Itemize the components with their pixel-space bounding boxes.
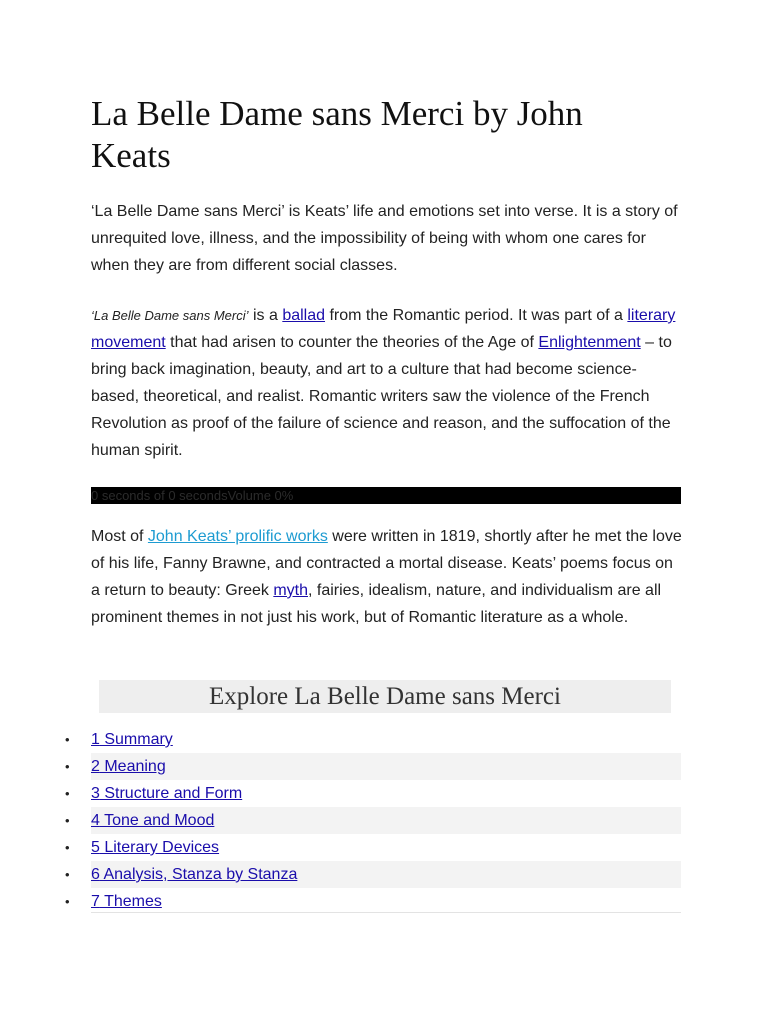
toc-item-tone-and-mood[interactable] xyxy=(65,807,681,834)
ballad-link[interactable]: ballad xyxy=(282,307,326,324)
toc-label: Literary Devices xyxy=(99,839,220,856)
toc-link-tone-and-mood[interactable] xyxy=(91,812,214,829)
text-fragment: – to bring back imagination, beauty, and art to a culture that had become science-based, theoretical, and realist. Romantic writers saw the violence of the French Revolution as proof of the failure of science and reason, and the suffocation of the human spirit. xyxy=(91,334,672,459)
toc-label: Structure and Form xyxy=(99,785,243,802)
toc-label: Summary xyxy=(99,731,173,748)
toc-label: Themes xyxy=(99,893,162,910)
toc-item-structure-and-form[interactable] xyxy=(65,780,681,807)
literary-movement-link[interactable]: literary movement xyxy=(91,307,676,351)
toc-link-structure-and-form[interactable] xyxy=(91,785,242,802)
toc-label: Meaning xyxy=(99,758,166,775)
explore-heading: Explore La Belle Dame sans Merci xyxy=(99,680,671,713)
text-fragment: Most of xyxy=(91,528,148,545)
divider xyxy=(91,912,681,913)
text-fragment: were written in 1819, shortly after he met the love of his life, Fanny Brawne, and contracted a mortal disease. Keats’ poems focus on a return to beauty: Greek xyxy=(91,528,682,599)
table-of-contents xyxy=(65,726,681,915)
text-fragment: , fairies, idealism, nature, and individualism are all prominent themes in not just his work, but of Romantic literature as a whole. xyxy=(91,582,662,626)
toc-number: 4 xyxy=(91,812,100,829)
bullet-icon: • xyxy=(65,786,70,801)
toc-item-analysis-stanza-by-stanza[interactable] xyxy=(65,861,681,888)
works-paragraph xyxy=(91,523,683,631)
context-paragraph xyxy=(91,302,683,464)
bullet-icon: • xyxy=(65,759,70,774)
toc-label: Tone and Mood xyxy=(99,812,215,829)
toc-number: 3 xyxy=(91,785,100,802)
toc-link-literary-devices[interactable] xyxy=(91,839,219,856)
bullet-icon: • xyxy=(65,867,70,882)
toc-link-analysis-stanza-by-stanza[interactable] xyxy=(91,866,297,883)
myth-link[interactable]: myth xyxy=(273,582,308,599)
toc-item-literary-devices[interactable] xyxy=(65,834,681,861)
toc-item-summary[interactable] xyxy=(65,726,681,753)
toc-item-meaning[interactable] xyxy=(65,753,681,780)
video-player-bar[interactable] xyxy=(91,487,681,504)
toc-number: 2 xyxy=(91,758,100,775)
page-title: La Belle Dame sans Merci by John Keats xyxy=(91,94,583,175)
toc-link-summary[interactable] xyxy=(91,731,173,748)
toc-number: 7 xyxy=(91,893,100,910)
toc-number: 1 xyxy=(91,731,100,748)
enlightenment-link[interactable]: Enlightenment xyxy=(538,334,641,351)
bullet-icon: • xyxy=(65,894,70,909)
toc-item-themes[interactable] xyxy=(65,888,681,915)
bullet-icon: • xyxy=(65,813,70,828)
text-fragment: is a xyxy=(248,307,283,324)
toc-label: Analysis, Stanza by Stanza xyxy=(99,866,298,883)
toc-number: 5 xyxy=(91,839,100,856)
toc-link-meaning[interactable] xyxy=(91,758,166,775)
keats-works-link[interactable]: John Keats’ prolific works xyxy=(147,528,328,545)
intro-paragraph: ‘La Belle Dame sans Merci’ is Keats’ life and emotions set into verse. It is a story of unrequited love, illness, and the impossibility of being with whom one cares for when they are from different social classes. xyxy=(91,203,678,274)
toc-number: 6 xyxy=(91,866,100,883)
poem-title-emphasis: ‘La Belle Dame sans Merci’ xyxy=(91,308,249,323)
bullet-icon: • xyxy=(65,840,70,855)
player-status-text: 0 seconds of 0 secondsVolume 0% xyxy=(91,488,294,503)
toc-link-themes[interactable] xyxy=(91,893,162,910)
text-fragment: from the Romantic period. It was part of a xyxy=(325,307,628,324)
bullet-icon: • xyxy=(65,732,70,747)
text-fragment: that had arisen to counter the theories of the Age of xyxy=(165,334,539,351)
